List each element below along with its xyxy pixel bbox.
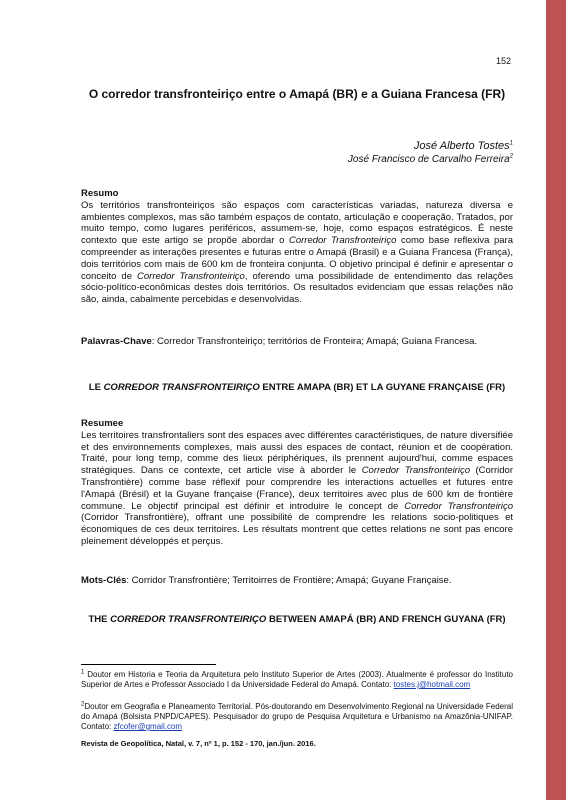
footnote-1-mark: 1 (81, 669, 85, 676)
footnote-2 (81, 702, 513, 732)
resumee-term: Corredor Transfronteiriço (361, 465, 470, 477)
resumo-heading: Resumo (81, 188, 119, 199)
journal-citation: Revista de Geopolítica, Natal, v. 7, nº 1, p. 152 - 170, jan./jun. 2016. (81, 739, 316, 748)
resumee-text-part: (Corridor Transfrontière), offrant une possibilité de comprendre les relations socio-politiques et économiques de ces deux territoires. Les résultats montrent que cettes relations ne sont pas encore pleinement développés et perçus. (81, 512, 513, 547)
resumo-text-part: , oferendo uma possibilidade de entendimento das relações sócio-político-econômicas destes dois territórios. Os resultados evidenciam que essas relações não são, ainda, cabalmente percebidas e desenvolvidas. (81, 270, 513, 306)
footnote-2-text: Doutor em Geografia e Planeamento Territorial. Pós-doutorando em Desenvolvimento Regional na Universidade Federal do Amapá (Bolsista PNPD/CAPES). Pesquisador do grupo de Pesquisa Arquitetura e Urbanismo na Amazônia-UNIFAP. Contato: (81, 702, 513, 731)
resumo-section (81, 188, 513, 306)
footnote-2-email-link[interactable]: zfcofer@gmail.com (113, 722, 183, 731)
mots-cles-text: : Corridor Transfrontière; Territoirres de Frontière; Amapá; Guyane Française. (126, 575, 452, 586)
resumee-text-part: Les territoires transfrontaliers sont des espaces avec différentes caractéristiques, de nature diversifiée et des environnements complexes, mais aussi des espaces de contact, réunion et de coopération. Traité, pour long temp, comme des lieux périphériques, ils prennent aujourd'hui, comme espaces stratégiques. Dans ce contexte, cet article vise à aborder le (81, 429, 513, 477)
resumee-section (81, 418, 513, 548)
footnote-separator (81, 664, 216, 665)
author-2-mark: 2 (509, 153, 513, 160)
article-title: O corredor transfronteiriço entre o Amapá (BR) e a Guiana Francesa (FR) (88, 87, 506, 101)
author-1 (348, 139, 513, 153)
resumee-term: Corredor Transfronteiriço (404, 500, 513, 512)
english-title (81, 614, 513, 626)
resumee-text-part: (Corridor Transfrontière) comme base réflexif pour comprendre les interactions actuelles et futures entre l'Amapá (Brésil) et la Guyane française (France), deux territoires avec plus de 600 km de frontière commune. Le objectif principal est définir et introduire le concept de (81, 465, 513, 512)
french-title (81, 382, 513, 394)
english-title-part: THE (88, 614, 111, 625)
author-1-mark: 1 (509, 140, 513, 147)
resumee-text (81, 430, 513, 548)
resumo-text-part: como base reflexiva para compreender as interações presentes e futuras entre o Amapá (Brasil) e a Guiana Francesa (França), dois territórios com mais de 600 km de fronteira conjunta. O objetivo principal é definir e apresentar o conceito de (81, 235, 513, 282)
document-page (81, 0, 513, 800)
author-1-name: José Alberto Tostes (413, 140, 510, 152)
french-title-part: ENTRE AMAPA (BR) ET LA GUYANE FRANÇAISE (FR) (259, 382, 506, 393)
french-title-term: CORREDOR TRANSFRONTEIRIÇO (103, 382, 260, 393)
right-color-bar (546, 0, 566, 800)
palavras-chave-label: Palavras-Chave (81, 336, 152, 347)
author-2-name: José Francisco de Carvalho Ferreira (347, 154, 510, 165)
resumo-term: Corredor Transfronteiriço (137, 270, 245, 282)
french-title-part: LE (88, 382, 104, 393)
footnote-1 (81, 670, 513, 690)
author-list (348, 139, 513, 167)
palavras-chave-text: : Corredor Transfronteiriço; territórios de Fronteira; Amapá; Guiana Francesa. (151, 336, 478, 347)
mots-cles (81, 575, 513, 587)
english-title-part: BETWEEN AMAPÁ (BR) AND FRENCH GUYANA (FR) (266, 614, 506, 625)
page-number: 152 (495, 56, 511, 66)
footnote-1-text: Doutor em Historia e Teoria da Arquitetura pelo Instituto Superior de Artes (2003). Atualmente é professor do Instituto Superior de Artes e Professor Associado I da Universidade Federal do Amapá. Contato: (81, 670, 513, 689)
english-title-term: CORREDOR TRANSFRONTEIRIÇO (110, 614, 267, 625)
mots-cles-label: Mots-Clés (81, 575, 127, 586)
resumo-text-part: Os territórios transfronteiriços são espaços com características variadas, natureza diversa e ambientes complexos, mas são também espaços de contato, articulação e cooperação. Tratados, por muito tempo, como lugares periféricos, assumem-se, hoje, como espaços estratégicos. É neste contexto que este artigo se propõe abordar o (81, 199, 513, 247)
footnote-1-email-link[interactable]: tostes.j@hotmail.com (393, 680, 471, 689)
resumo-text (81, 200, 513, 306)
resumo-term: Corredor Transfronteiriço (288, 235, 397, 247)
footnote-2-mark: 2 (81, 701, 85, 708)
palavras-chave (81, 336, 513, 348)
resumee-heading: Resumee (81, 418, 124, 429)
author-2 (348, 153, 513, 167)
